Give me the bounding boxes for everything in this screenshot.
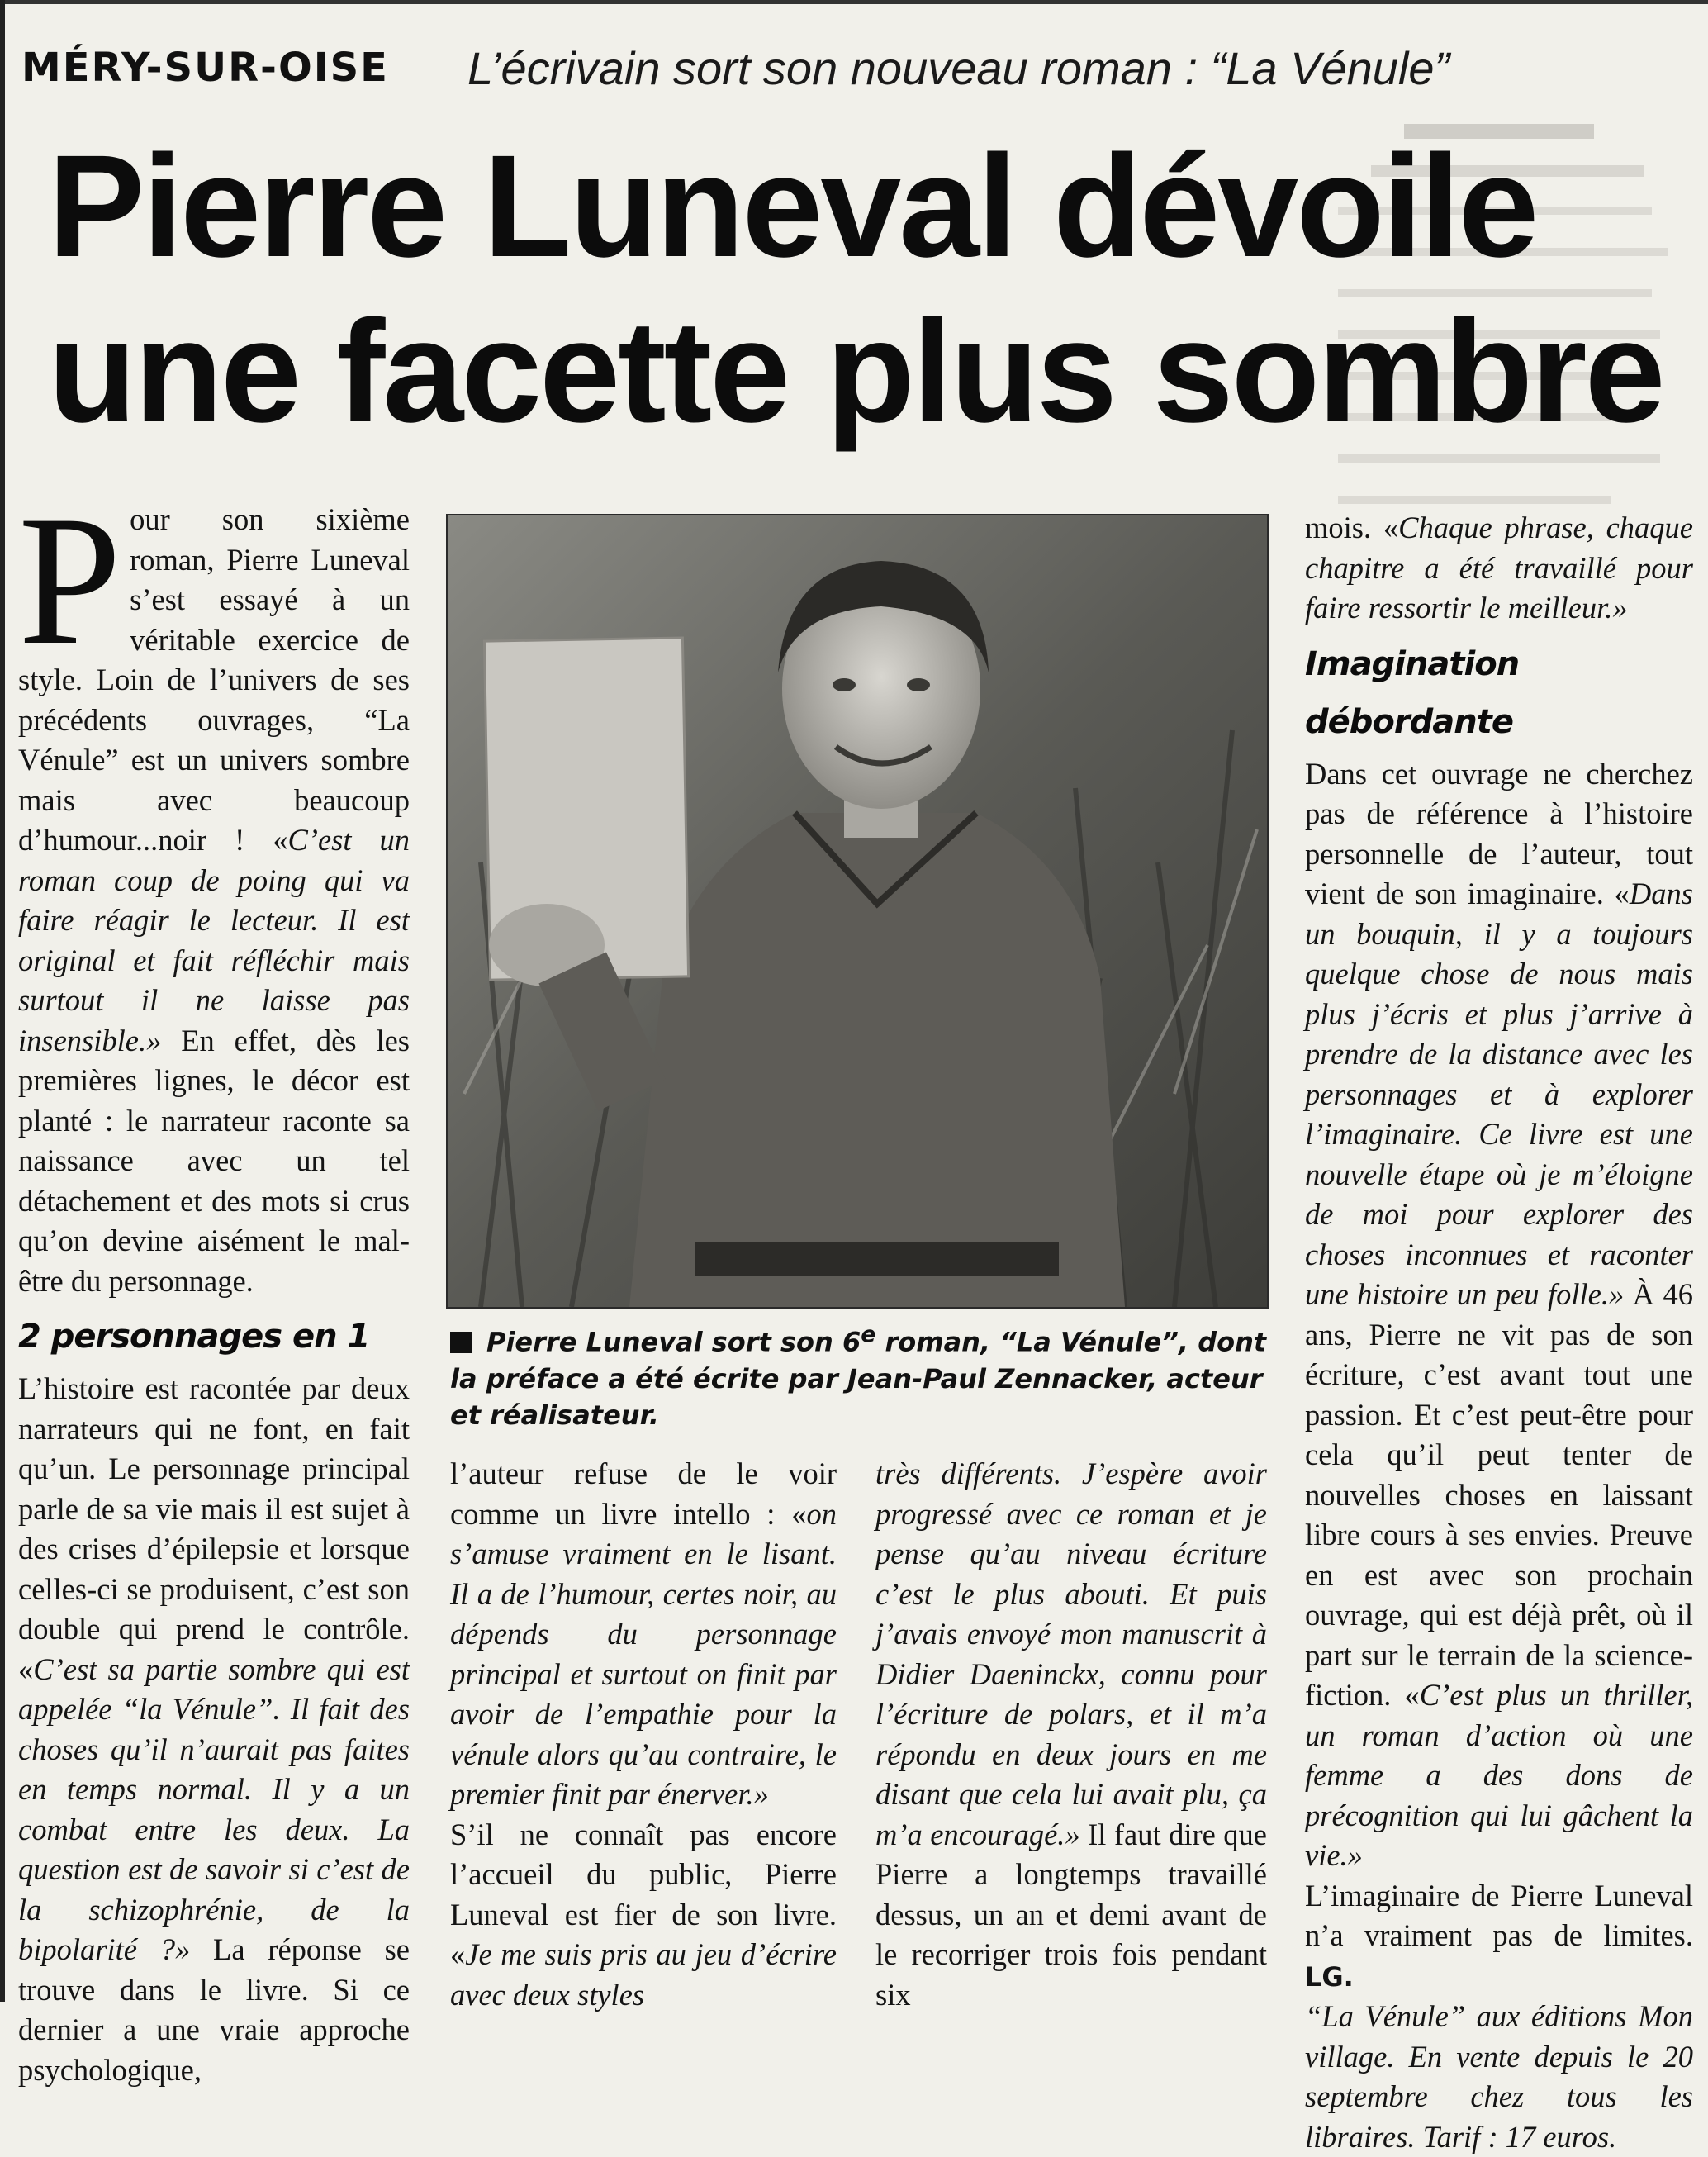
- col4-text-c: Dans cet ouvrage ne cherchez pas de référence à l’histoire personnelle de l’auteur, tout vient de son imaginaire. «: [1305, 756, 1693, 910]
- page-left-rule: [0, 0, 5, 2002]
- drop-cap: P: [18, 477, 122, 683]
- paragraph-not-intellectual: [450, 1454, 837, 1815]
- col2-quote-2: Je me suis pris au jeu d’écrire avec deux styles: [450, 1937, 837, 2012]
- author-signoff: LG.: [1305, 1960, 1354, 1993]
- col4-text-g: L’imaginaire de Pierre Luneval n’a vraiment pas de limites.: [1305, 1878, 1693, 1952]
- caption-superscript: e: [861, 1322, 876, 1347]
- col2-quote: on s’amuse vraiment en le lisant. Il a de l’humour, certes noir, au dépends du personnage principal et surtout on finit par avoir de l’empathie pour la vénule alors qu’au contraire, le premier finit par énerver.»: [450, 1496, 837, 1811]
- article-column-4: [1305, 508, 1693, 2157]
- col3-quote: très différents. J’espère avoir progressé avec ce roman et je pense qu’au niveau écriture c’est le plus abouti. Et puis j’avais envoyé mon manuscrit à Didier Daeninckx, connu pour l’écriture de polars, et il m’a répondu en deux jours en me disant que cela lui avait plu, ça m’a encouragé.»: [875, 1456, 1267, 1851]
- article-column-3: [875, 1454, 1267, 2015]
- narrators-quote: C’est sa partie sombre qui est appelée “la Vénule”. Il fait des choses qu’il n’aurait pas faites en temps normal. Il y a un combat entre les deux. La question est de savoir si c’est de la schizophrénie, de la bipolarité ?»: [18, 1651, 410, 1966]
- caption-text-b: roman, “La Vénule”, dont la préface a été écrite par Jean-Paul Zennacker, acteur et réalisateur.: [450, 1326, 1267, 1431]
- col4-quote-a: Chaque phrase, chaque chapitre a été travaillé pour faire ressortir le meilleur.»: [1305, 511, 1693, 625]
- page-top-rule: [0, 0, 1708, 4]
- paragraph-styles: [875, 1454, 1267, 2015]
- paragraph-two-narrators: [18, 1369, 410, 2090]
- col2-text: l’auteur refuse de le voir comme un livre intello : «: [450, 1456, 837, 1531]
- location-kicker: MÉRY-SUR-OISE: [21, 45, 389, 91]
- paragraph-public-reception: [450, 1815, 837, 2016]
- col4-text-e: À 46 ans, Pierre ne vit pas de son écriture, c’est avant tout une passion. Et c’est peut-être pour cela qu’il peut tenter de nouvelles choses en laissant libre cours à ses envies. Preuve en est avec son prochain ouvrage, qui est déjà prêt, où il part sur le terrain de la science-fiction. «: [1305, 1277, 1693, 1712]
- author-photo: [446, 514, 1269, 1309]
- paragraph-imagination: [1305, 754, 1693, 1876]
- narrators-text-end: La réponse se trouve dans le livre. Si ce dernier a une vraie approche psychologique,: [18, 1932, 410, 2087]
- headline: [48, 124, 1683, 454]
- article-subtitle: L’écrivain sort son nouveau roman : “La Vénule”: [467, 42, 1450, 94]
- article-column-2: [450, 1454, 837, 2015]
- paragraph-intro: [18, 477, 410, 1301]
- paragraph-book-info: [1305, 1997, 1693, 2157]
- intro-text-end: En effet, dès les premières lignes, le décor est planté : le narrateur raconte sa naissance avec un tel détachement et des mots si crus qu’on devine aisément le mal-être du personnage.: [18, 1023, 410, 1298]
- caption-square-icon: [450, 1332, 472, 1353]
- intro-text: our son sixième roman, Pierre Luneval s’est essayé à un véritable exercice de style. Loin de l’univers de ses précédents ouvrages, “La Vénule” est un univers sombre mais avec beaucoup d’humour...noir ! «: [18, 502, 410, 857]
- author-photo-illustration: [448, 515, 1267, 1307]
- col2-text-2: S’il ne connaît pas encore l’accueil du public, Pierre Luneval est fier de son livre. «: [450, 1817, 837, 1971]
- paragraph-closing: [1305, 1876, 1693, 1998]
- article-column-1: [18, 477, 410, 2090]
- col4-quote-f: C’est plus un thriller, un roman d’action où une femme a des dons de précognition qui lui gâchent la vie.»: [1305, 1678, 1693, 1872]
- col4-text-a: mois. «: [1305, 511, 1399, 544]
- section-heading-2: Imagination débordante: [1305, 644, 1520, 741]
- intro-quote: C’est un roman coup de poing qui va faire réagir le lecteur. Il est original et fait réfléchir mais surtout il ne laisse pas insensible.»: [18, 823, 410, 1057]
- col4-quote-d: Dans un bouquin, il y a toujours quelque chose de nous mais plus j’écris et plus j’arrive à prendre de la distance avec les personnages et à explorer l’imaginaire. Ce livre est une nouvelle étape où je m’éloigne de moi pour explorer des choses inconnues et raconter une histoire un peu folle.»: [1305, 877, 1693, 1311]
- narrators-text: L’histoire est racontée par deux narrateurs qui ne font, en fait qu’un. Le personnage principal parle de sa vie mais il est sujet à des crises d’épilepsie et lorsque celles-ci se produisent, c’est son double qui prend le contrôle. «: [18, 1371, 410, 1686]
- paragraph-months: [1305, 508, 1693, 629]
- book-info: “La Vénule” aux éditions Mon village. En vente depuis le 20 septembre chez tous les libraires. Tarif : 17 euros.: [1305, 1999, 1693, 2154]
- headline-line-1: Pierre Luneval dévoile: [48, 126, 1537, 287]
- photo-caption: [450, 1317, 1268, 1433]
- caption-text-a: Pierre Luneval sort son 6: [486, 1326, 861, 1358]
- section-heading-1: 2 personnages en 1: [18, 1318, 370, 1356]
- col3-text: Il faut dire que Pierre a longtemps travaillé dessus, un an et demi avant de le recorriger trois fois pendant six: [875, 1817, 1267, 2012]
- headline-line-2: une facette plus sombre: [48, 291, 1663, 453]
